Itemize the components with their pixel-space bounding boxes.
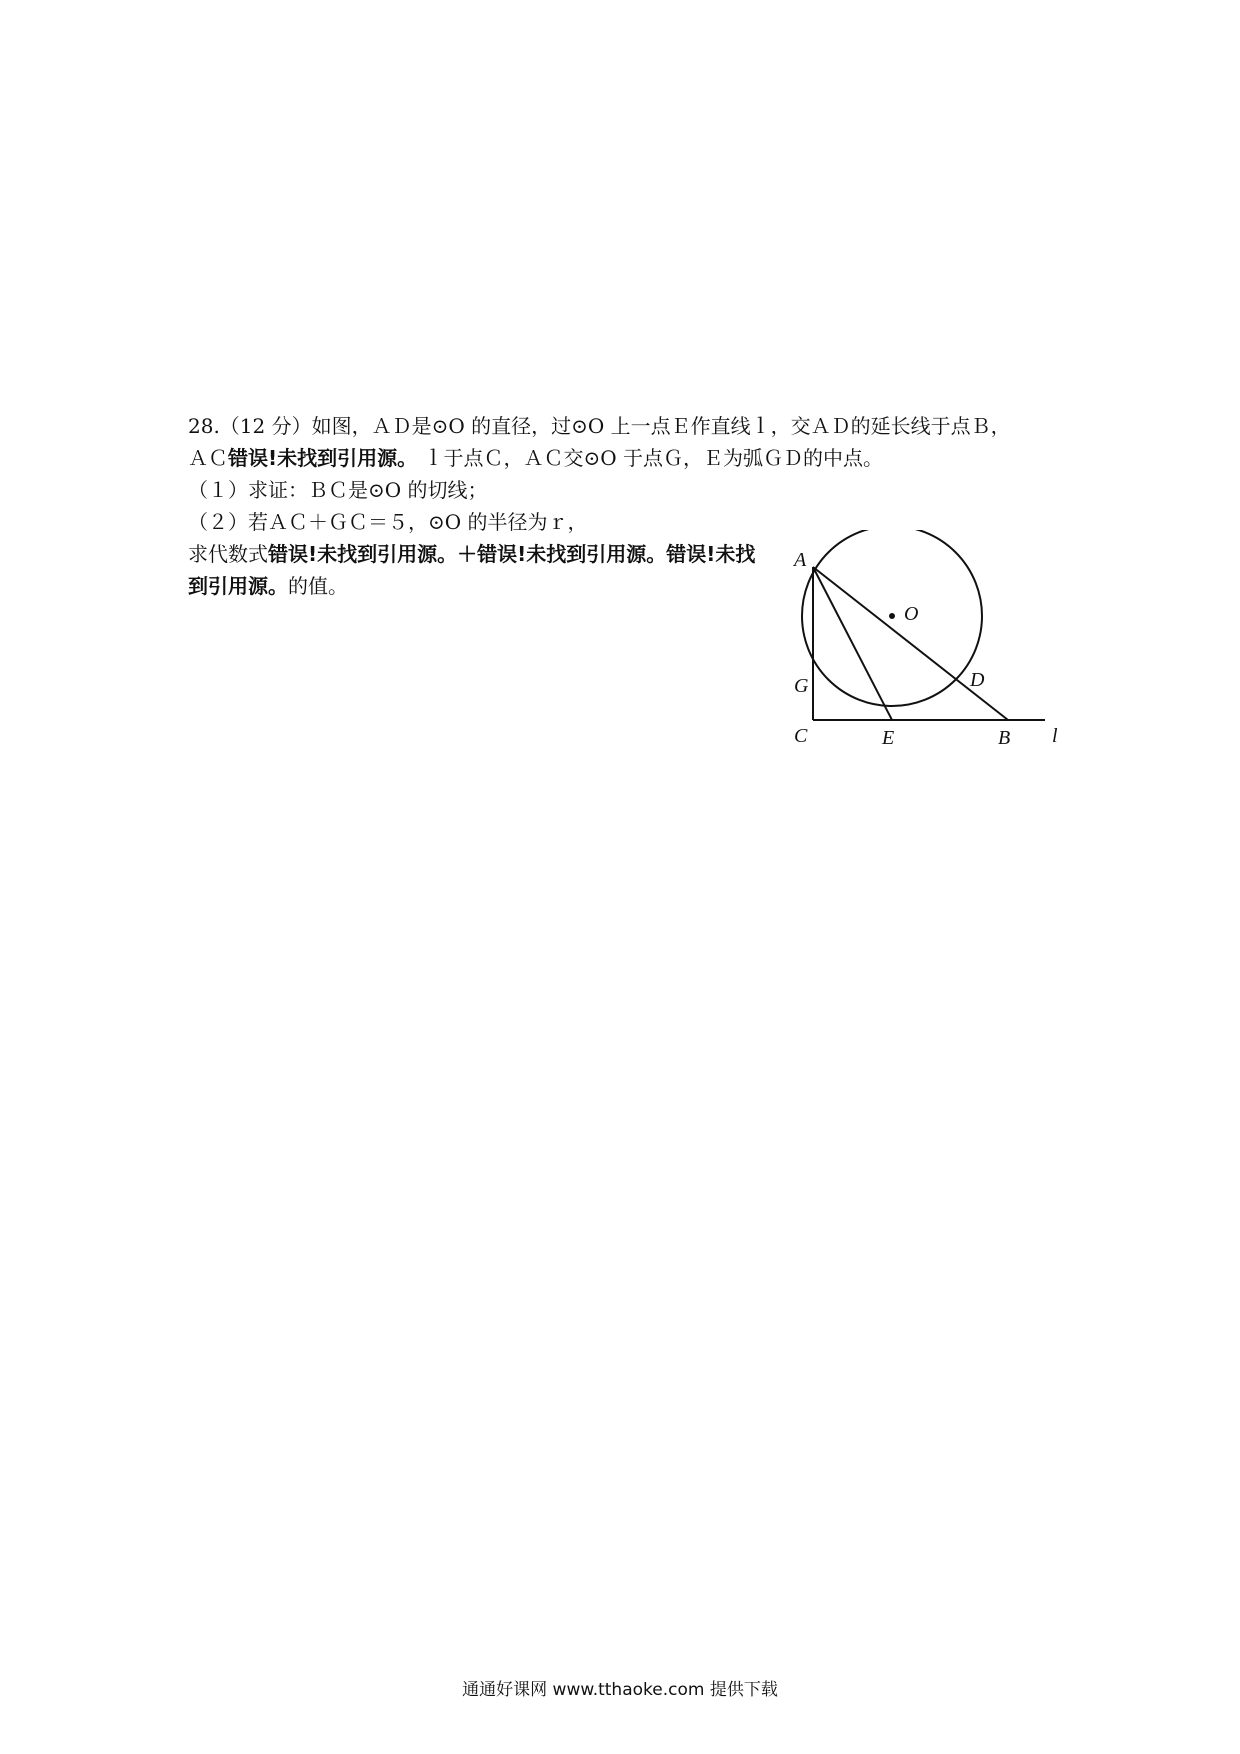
part-2: （２）若ＡＣ＋ＧＣ＝５，⊙O 的半径为ｒ， bbox=[188, 510, 588, 534]
expression-end: 的值。 bbox=[288, 574, 348, 598]
geometry-figure bbox=[790, 530, 1080, 760]
problem-line-1: 28.（12 分）如图，ＡＤ是⊙O 的直径，过⊙O 上一点Ｅ作直线ｌ，交ＡＤ的延长线于点Ｂ， bbox=[188, 414, 1011, 438]
part-2-expression bbox=[188, 538, 758, 602]
label-a: A bbox=[794, 549, 807, 571]
citation-error: 错误!未找到引用源。 bbox=[188, 542, 756, 598]
label-l: l bbox=[1052, 725, 1058, 747]
page-footer: 通通好课网 www.tthaoke.com 提供下载 bbox=[462, 1680, 778, 1700]
problem-line-2 bbox=[188, 442, 1068, 474]
label-c: C bbox=[794, 725, 808, 747]
label-g: G bbox=[794, 675, 809, 697]
plus-sign: ＋ bbox=[457, 542, 478, 566]
label-o: O bbox=[904, 603, 919, 625]
label-d: D bbox=[970, 669, 985, 691]
citation-error: 错误!未找到引用源。 bbox=[477, 542, 667, 566]
part-1: （１）求证：ＢＣ是⊙O 的切线； bbox=[188, 478, 488, 502]
expression-start: 求代数式 bbox=[188, 542, 268, 566]
label-e: E bbox=[882, 727, 895, 749]
citation-error: 错误!未找到引用源。 bbox=[228, 446, 418, 470]
line2-start: ＡＣ bbox=[188, 446, 228, 470]
center-point bbox=[889, 613, 895, 619]
line2-end: ｌ于点Ｃ，ＡＣ交⊙O 于点Ｇ，Ｅ为弧ＧＤ的中点。 bbox=[423, 446, 883, 470]
label-b: B bbox=[998, 727, 1011, 749]
citation-error: 错误!未找到引用源。 bbox=[268, 542, 458, 566]
